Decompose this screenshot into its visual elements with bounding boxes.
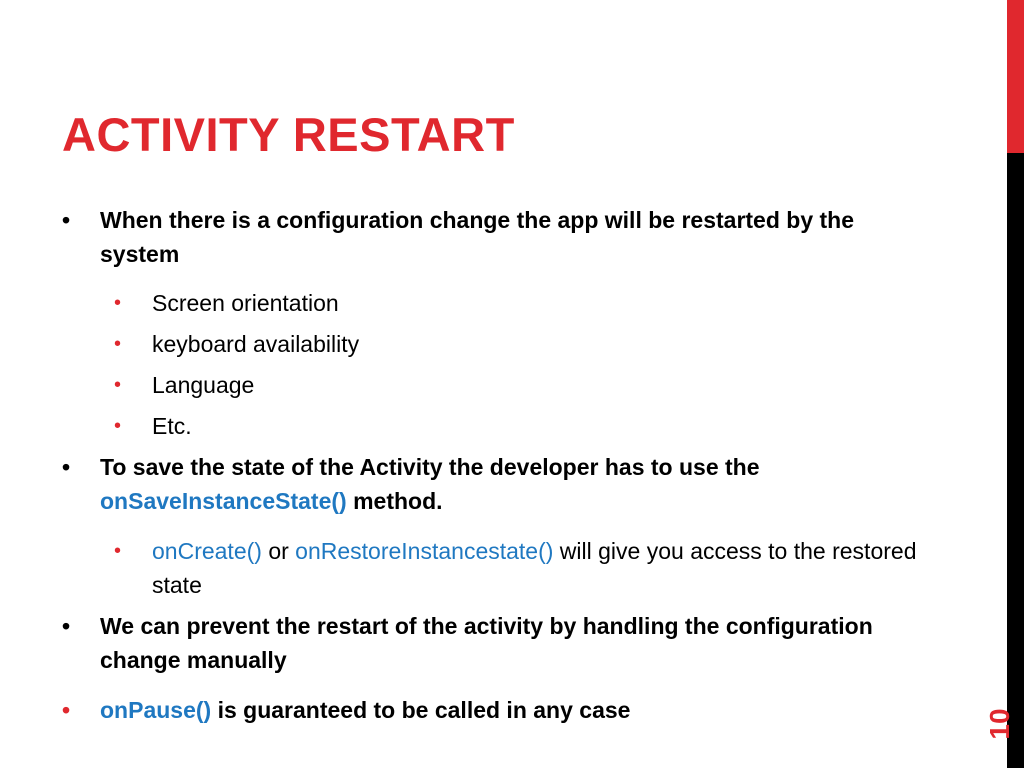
bullet-icon: • xyxy=(114,415,122,437)
bullet-text xyxy=(100,693,932,727)
code-onpause: onPause() xyxy=(100,697,212,723)
bullet-text: We can prevent the restart of the activity by handling the configuration change manually xyxy=(100,613,873,673)
bullet-icon: • xyxy=(62,613,71,639)
slide-title: ACTIVITY RESTART xyxy=(62,108,515,161)
bullet-config-change xyxy=(62,203,932,271)
bullet-text-mid: or xyxy=(261,538,296,564)
sub-bullet-orientation xyxy=(114,286,944,320)
bullet-icon: • xyxy=(62,454,71,480)
bullet-text-post: is guaranteed to be called in any case xyxy=(211,697,631,723)
accent-bar-red xyxy=(1007,0,1024,153)
sub-bullet-etc xyxy=(114,409,944,443)
bullet-text: Screen orientation xyxy=(152,290,339,316)
bullet-icon: • xyxy=(62,207,71,233)
bullet-text-pre: To save the state of the Activity the developer has to use the xyxy=(100,454,760,480)
bullet-text-post: method. xyxy=(346,488,443,514)
bullet-text: Language xyxy=(152,372,255,398)
bullet-text xyxy=(152,534,944,602)
bullet-icon: • xyxy=(114,333,122,355)
code-oncreate: onCreate() xyxy=(152,538,262,564)
bullet-onpause xyxy=(62,693,932,727)
bullet-text xyxy=(100,450,932,518)
bullet-text: keyboard availability xyxy=(152,331,360,357)
bullet-text: When there is a configuration change the app will be restarted by the system xyxy=(100,207,855,267)
bullet-prevent-restart xyxy=(62,609,932,677)
bullet-save-state xyxy=(62,450,932,518)
slide-number: 10 xyxy=(984,708,1015,740)
sub-bullet-restore xyxy=(114,534,944,602)
sub-bullet-keyboard xyxy=(114,327,944,361)
bullet-icon: • xyxy=(114,540,122,562)
bullet-icon: • xyxy=(114,374,122,396)
sub-bullet-language xyxy=(114,368,944,402)
bullet-text: Etc. xyxy=(152,413,192,439)
code-onsaveinstancestate: onSaveInstanceState() xyxy=(100,488,347,514)
accent-bar-black xyxy=(1007,153,1024,768)
bullet-text-post: will give you access to the restored state xyxy=(152,538,917,598)
code-onrestoreinstancestate: onRestoreInstancestate() xyxy=(295,538,554,564)
bullet-icon: • xyxy=(62,697,71,723)
bullet-icon: • xyxy=(114,292,122,314)
